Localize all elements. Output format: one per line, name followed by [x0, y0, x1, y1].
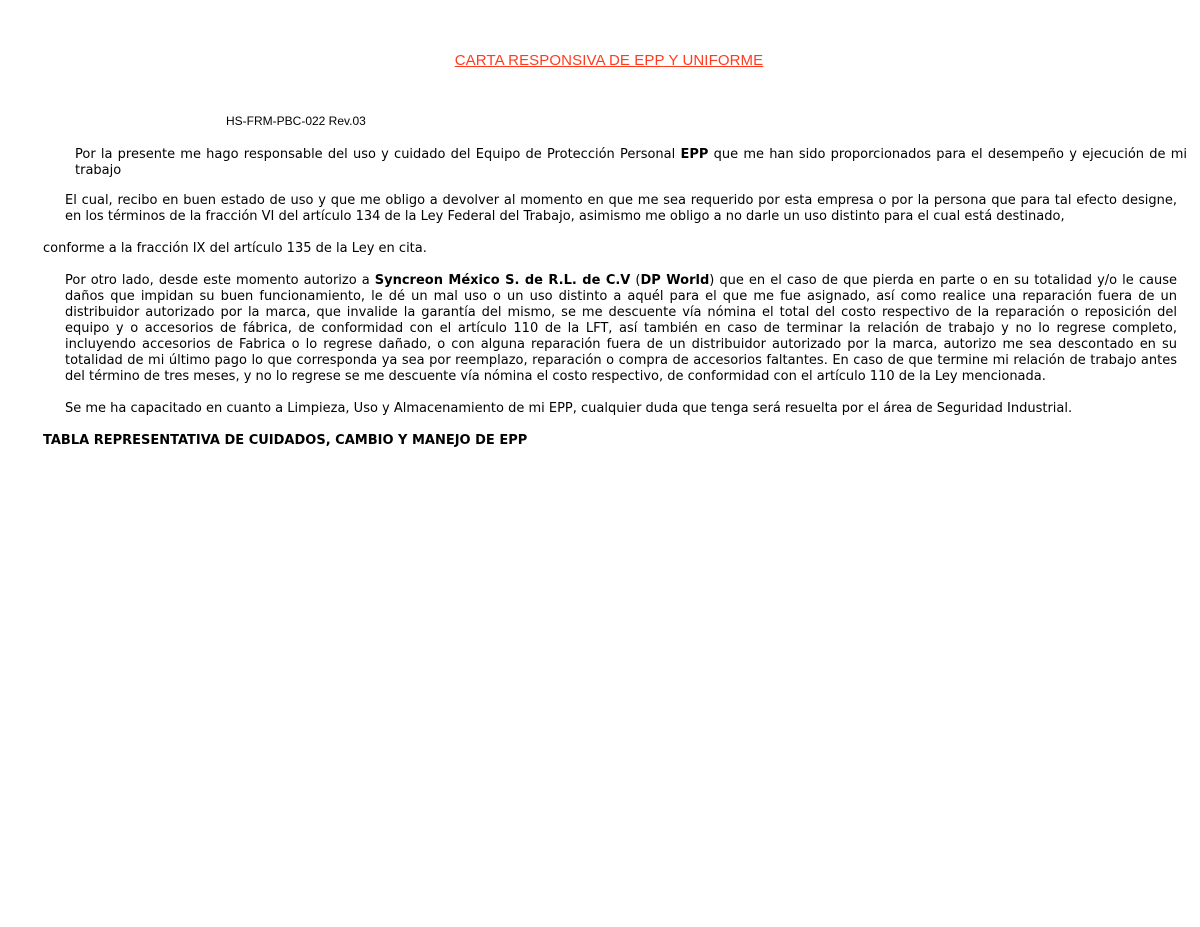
- table-heading: TABLA REPRESENTATIVA DE CUIDADOS, CAMBIO Y MANEJO DE EPP: [43, 433, 528, 448]
- paragraph-responsibility: [43, 147, 1187, 179]
- company-name: Syncreon México S. de R.L. de C.V: [374, 273, 631, 288]
- paragraph-responsibility-end: que me han sido proporcionados para el desempeño y ejecución de mi trabajo: [75, 147, 1187, 178]
- paren-open: (: [630, 273, 641, 288]
- paragraph-authorization: [43, 273, 1177, 385]
- epp-bold: EPP: [680, 147, 709, 162]
- paragraph-authorization-text: que en el caso de que pierda en parte o en su totalidad y/o le cause daños que impidan su buen funcionamiento, le dé un mal uso o un uso distinto a aquél para el que me fue asignado, así como realice una reparación fuera de un distribuidor autorizado por la marca, que invalide la garantía del mismo, se me descuente vía nómina el total del costo respectivo de la reparación o reposición del equipo y o accesorios de fábrica, de conformidad con el artículo 110 de la LFT, así también en caso de terminar la relación de trabajo y no lo regrese completo, incluyendo accesorios de Fabrica o lo regrese dañado, o con alguna reparación fuera de un distribuidor autorizado por la marca, autorizo me sea descontado en su totalidad de mi último pago lo que corresponda ya sea por reemplazo, reparación o compra de accesorios faltantes. En caso de que termine mi relación de trabajo antes del término de tres meses, y no lo regrese se me descuente vía nómina el costo respectivo, de conformidad con el artículo 110 de la Ley mencionada.: [65, 273, 1177, 384]
- document-code: HS-FRM-PBC-022 Rev.03: [226, 114, 366, 128]
- paragraph-authorization-start: Por otro lado, desde este momento autorizo a: [65, 273, 375, 288]
- paragraph-reception: El cual, recibo en buen estado de uso y que me obligo a devolver al momento en que me sea requerido por esta empresa o por la persona que para tal efecto designe, en los términos de la fracción VI del artículo 134 de la Ley Federal del Trabajo, asimismo me obligo a no darle un uso distinto para el cual está destinado,: [65, 193, 1177, 224]
- paragraph-responsibility-text: Por la presente me hago responsable del uso y cuidado del Equipo de Protección Personal: [75, 147, 681, 162]
- document-title: CARTA RESPONSIVA DE EPP Y UNIFORME: [454, 52, 764, 69]
- brand-name: DP World: [640, 273, 710, 288]
- paren-close: ): [709, 273, 715, 288]
- paragraph-reception-continuation: conforme a la fracción IX del artículo 135 de la Ley en cita.: [43, 241, 427, 256]
- paragraph-training: Se me ha capacitado en cuanto a Limpieza, Uso y Almacenamiento de mi EPP, cualquier duda que tenga será resuelta por el área de Seguridad Industrial.: [65, 401, 1073, 416]
